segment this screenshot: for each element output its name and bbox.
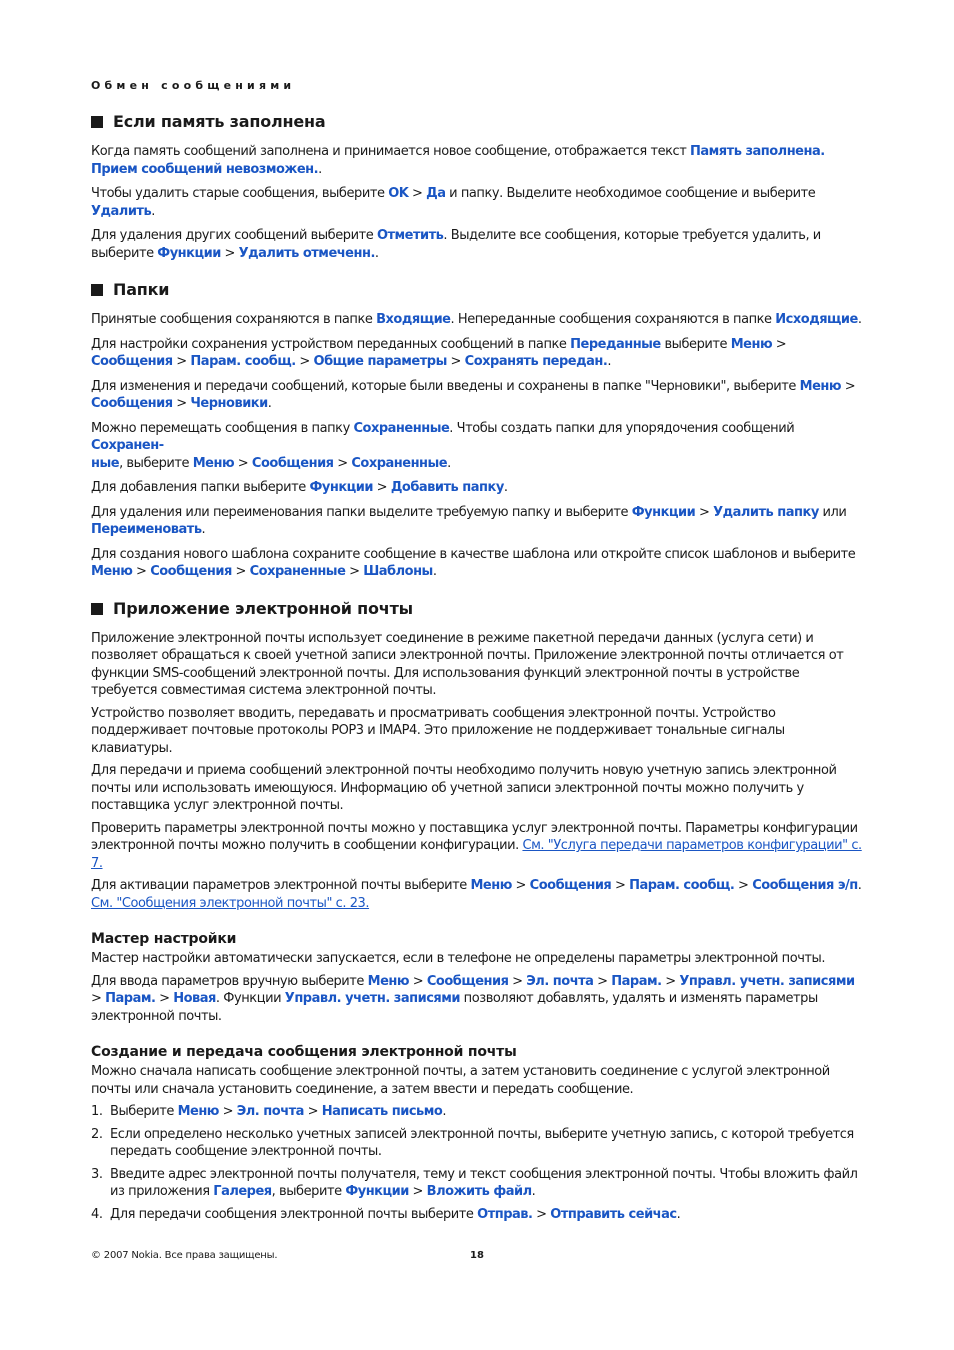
subsection-title-compose: Создание и передача сообщения электронной почты	[91, 1044, 517, 1060]
ui-term: Сохраненные	[249, 564, 346, 579]
list-item	[91, 1206, 864, 1224]
text: Выберите	[110, 1104, 178, 1119]
footer-copyright: © 2007 Nokia. Все права защищены.	[91, 1250, 278, 1261]
list-item	[91, 1166, 864, 1201]
ui-term: Сообщения	[91, 354, 173, 369]
ui-term: Написать письмо	[321, 1104, 443, 1119]
ui-term: Эл. почта	[526, 973, 594, 989]
ui-term: Сохраненные	[353, 420, 450, 436]
separator: >	[231, 564, 250, 579]
separator: >	[611, 878, 630, 893]
text: Принятые сообщения сохраняются в папке	[91, 312, 377, 327]
text: Для активации параметров электронной почты выберите	[91, 878, 471, 893]
ui-term: Меню	[192, 455, 235, 471]
text: позволяют добавлять, удалять и изменять параметры электронной почты.	[91, 991, 818, 1024]
text: .	[432, 564, 437, 579]
paragraph	[91, 820, 864, 873]
ui-term: Отправ.	[477, 1206, 533, 1222]
text: Для ввода параметров вручную выберите	[91, 973, 368, 989]
ui-term: Функции	[631, 504, 696, 520]
paragraph	[91, 877, 864, 912]
paragraph	[91, 420, 864, 473]
separator: >	[661, 973, 680, 989]
separator: >	[593, 973, 612, 989]
ui-term: Сообщения	[251, 455, 334, 471]
section-title-folders: Папки	[91, 278, 864, 302]
separator: >	[155, 991, 174, 1006]
text: , выберите	[271, 1184, 346, 1199]
ui-term: Входящие	[376, 312, 451, 327]
ui-term: Парам. сообщ.	[629, 878, 735, 893]
text: .	[857, 878, 862, 893]
list-item	[91, 1126, 864, 1161]
separator: >	[841, 378, 856, 394]
text: Для настройки сохранения устройством переданных сообщений в папке	[91, 336, 571, 352]
text: .	[318, 161, 322, 177]
steps-list	[91, 1103, 864, 1223]
separator: >	[772, 336, 787, 352]
paragraph	[91, 185, 864, 220]
separator: >	[220, 245, 239, 261]
text: .	[442, 1104, 446, 1119]
paragraph	[91, 311, 864, 329]
text: .	[531, 1184, 536, 1199]
ui-term: Черновики	[190, 396, 268, 411]
ui-term: OK	[388, 186, 409, 201]
section-title-memory-full: Если память заполнена	[91, 110, 864, 134]
paragraph	[91, 504, 864, 539]
ui-term: Удалить	[91, 203, 152, 219]
separator: >	[446, 354, 465, 369]
text: . Выделите все сообщения, которые требуется удалить, и выберите	[91, 228, 821, 261]
ui-term: Сообщения	[91, 396, 173, 411]
text: Для передачи сообщения электронной почты выберите	[110, 1206, 478, 1222]
step-number: 3.	[91, 1166, 103, 1182]
ui-term: Да	[426, 186, 446, 201]
separator: >	[408, 186, 427, 201]
ui-term: Удалить отмеченн.	[238, 245, 375, 261]
ui-term: Вложить файл	[426, 1184, 532, 1199]
ui-term: Функции	[157, 245, 221, 261]
ui-term: Добавить папку	[390, 480, 504, 495]
ui-term: ные	[91, 455, 120, 471]
text: Для создания нового шаблона сохраните сообщение в качестве шаблона или откройте список шаблонов и выберите	[91, 546, 856, 562]
text: Когда память сообщений заполнена и принимается новое сообщение, отображается текст	[91, 144, 691, 159]
separator: >	[295, 354, 314, 369]
step-number: 2.	[91, 1126, 103, 1142]
cross-reference-link[interactable]: См. "Сообщения электронной почты" с. 23.	[91, 895, 370, 911]
ui-term: Сообщения э/п	[752, 878, 858, 893]
ui-term: Исходящие	[775, 312, 858, 327]
text: .	[857, 312, 862, 327]
separator: >	[172, 354, 191, 369]
paragraph	[91, 143, 864, 178]
ui-term: Сообщения	[426, 973, 509, 989]
paragraph	[91, 479, 864, 497]
text: . Чтобы создать папки для упорядочения сообщений	[449, 420, 795, 436]
ui-term: Меню	[177, 1104, 219, 1119]
separator: >	[333, 455, 352, 471]
paragraph	[91, 336, 864, 371]
separator: >	[508, 973, 527, 989]
separator: >	[132, 564, 151, 579]
ui-term: Сохранен-	[91, 438, 164, 453]
ui-term: Отправить сейчас	[550, 1206, 677, 1222]
page-content	[91, 110, 864, 1223]
paragraph	[91, 973, 864, 1026]
separator: >	[373, 480, 391, 495]
page-number: 18	[470, 1250, 484, 1261]
subsection-title-setup-wizard: Мастер настройки	[91, 931, 237, 947]
ui-term: Меню	[470, 878, 512, 893]
separator: >	[734, 878, 753, 893]
ui-term: Управл. учетн. записями	[679, 973, 855, 989]
text: .	[267, 396, 272, 411]
text: Для изменения и передачи сообщений, которые были введены и сохранены в папке "Черновики", выберите	[91, 378, 800, 394]
paragraph	[91, 546, 864, 581]
text: .	[447, 455, 451, 471]
separator: >	[303, 1104, 322, 1119]
ui-term: Парам. сообщ.	[190, 354, 296, 369]
ui-term: Меню	[91, 564, 133, 579]
ui-term: Память заполнена. Прием сообщений невозможен.	[91, 144, 825, 177]
separator: >	[511, 878, 530, 893]
separator: >	[91, 991, 106, 1006]
cross-reference-link[interactable]: См. "Услуга передачи параметров конфигурации" с. 7.	[91, 838, 862, 871]
separator: >	[234, 455, 252, 471]
text: Для удаления других сообщений выберите	[91, 228, 377, 243]
ui-term: Общие параметры	[313, 354, 447, 369]
ui-term: Переименовать	[91, 522, 202, 537]
paragraph: Для передачи и приема сообщений электронной почты необходимо получить новую учетную запись электронной почты или использовать имеющуюся. Информацию об учетной записи электронной почты можно получить у поставщика услуг электронной почты.	[91, 763, 837, 813]
separator: >	[218, 1104, 237, 1119]
text: .	[151, 203, 155, 219]
separator: >	[408, 1184, 427, 1199]
text: . Непереданные сообщения сохраняются в папке	[450, 312, 776, 327]
ui-term: Функции	[309, 480, 373, 495]
ui-term: Меню	[730, 336, 773, 352]
separator: >	[172, 396, 191, 411]
ui-term: Функции	[345, 1184, 409, 1199]
text: .	[676, 1206, 681, 1222]
step-number: 4.	[91, 1206, 103, 1222]
text: выберите	[660, 336, 731, 352]
paragraph: Можно сначала написать сообщение электронной почты, а затем установить соединение с услугой электронной почты или сначала установить соединение, а затем ввести и передать сообщение.	[91, 1064, 830, 1097]
text: , выберите	[119, 455, 193, 471]
text: Чтобы удалить старые сообщения, выберите	[91, 186, 389, 201]
separator: >	[532, 1206, 551, 1222]
ui-term: Сохраненные	[351, 455, 448, 471]
ui-term: Удалить папку	[713, 504, 819, 520]
ui-term: Новая	[173, 991, 216, 1006]
step-number: 1.	[91, 1104, 103, 1119]
ui-term: Парам.	[611, 973, 662, 989]
section-title-email-app: Приложение электронной почты	[91, 597, 864, 621]
paragraph	[91, 227, 864, 262]
ui-term: Управл. учетн. записями	[284, 991, 460, 1006]
ui-term: Сообщения	[529, 878, 612, 893]
ui-term: Шаблоны	[363, 564, 433, 579]
text: Для удаления или переименования папки выделите требуемую папку и выберите	[91, 504, 632, 520]
text: Для добавления папки выберите	[91, 480, 310, 495]
text: .	[374, 245, 379, 261]
list-item	[91, 1103, 864, 1121]
text: .	[503, 480, 508, 495]
ui-term: Меню	[367, 973, 410, 989]
ui-term: Отметить	[376, 228, 444, 243]
paragraph: Приложение электронной почты использует соединение в режиме пакетной передачи данных (услуга сети) и позволяет обращаться к своей учетной записи электронной почты. Приложение электронной почты отличается от функции SMS-сообщений электронной почты. Для использования функций электронной почты в устройстве требуется совместимая система электронной почты.	[91, 630, 844, 698]
ui-term: Парам.	[105, 991, 156, 1006]
paragraph	[91, 378, 864, 413]
text: и папку. Выделите необходимое сообщение и выберите	[445, 186, 816, 201]
text: .	[201, 522, 206, 537]
separator: >	[695, 504, 714, 520]
ui-term: Меню	[799, 378, 842, 394]
separator: >	[345, 564, 364, 579]
text: .	[607, 354, 612, 369]
text: Проверить параметры электронной почты можно у поставщика услуг электронной почты. Параметры конфигурации электронной почты можно получить в сообщении конфигурации.	[91, 820, 858, 853]
ui-term: Сообщения	[150, 564, 232, 579]
text: Можно перемещать сообщения в папку	[91, 420, 354, 436]
text: или	[818, 504, 847, 520]
paragraph: Мастер настройки автоматически запускается, если в телефоне не определены параметры электронной почты.	[91, 951, 826, 966]
ui-term: Переданные	[570, 336, 661, 352]
text: Введите адрес электронной почты получателя, тему и текст сообщения электронной почты. Чтобы вложить файл из приложения	[110, 1166, 858, 1199]
paragraph: Устройство позволяет вводить, передавать и просматривать сообщения электронной почты. Устройство поддерживает почтовые протоколы POP3 и IMAP4. Это приложение не поддерживает тональные сигналы клавиатуры.	[91, 705, 785, 756]
ui-term: Сохранять передан.	[464, 354, 608, 369]
ui-term: Эл. почта	[236, 1104, 304, 1119]
separator: >	[409, 973, 427, 989]
text: . Функции	[215, 991, 285, 1006]
running-header: Обмен сообщениями	[91, 79, 296, 92]
text: Если определено несколько учетных записей электронной почты, выберите учетную запись, с которой требуется передать сообщение электронной почты.	[110, 1126, 854, 1159]
ui-term: Галерея	[213, 1184, 272, 1199]
